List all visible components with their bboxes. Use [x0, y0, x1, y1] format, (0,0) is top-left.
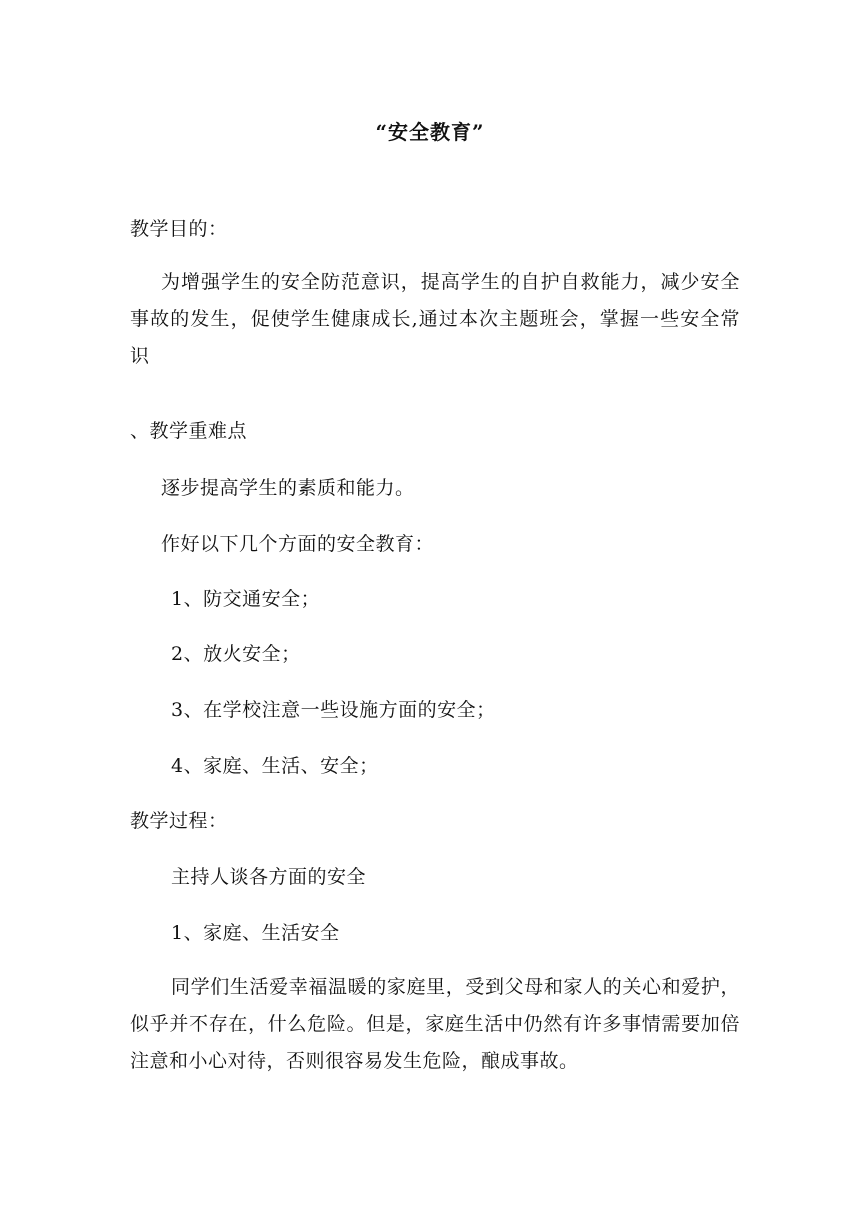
section-1-paragraph: 同学们生活爱幸福温暖的家庭里，受到父母和家人的关心和爱护，似乎并不存在，什么危险。但是，家庭生活中仍然有许多事情需要加倍注意和小心对待，否则很容易发生危险，酿成事故。	[130, 976, 740, 1072]
list-item: 3、在学校注意一些设施方面的安全；	[171, 699, 496, 721]
list-item: 2、放火安全；	[171, 643, 301, 665]
process-heading: 教学过程：	[130, 810, 228, 832]
host-line: 主持人谈各方面的安全	[171, 866, 367, 888]
section-1-heading: 1、家庭、生活安全	[171, 922, 340, 944]
goal-heading: 教学目的：	[130, 218, 228, 240]
goal-paragraph: 为增强学生的安全防范意识，提高学生的自护自救能力，减少安全事故的发生，促使学生健康成长,通过本次主题班会，掌握一些安全常识	[130, 271, 740, 367]
key-points-line-1: 逐步提高学生的素质和能力。	[161, 477, 415, 499]
key-points-line-2: 作好以下几个方面的安全教育：	[161, 533, 435, 555]
key-points-heading: 、教学重难点	[130, 420, 248, 442]
list-item: 1、防交通安全；	[171, 588, 321, 610]
document-title: “安全教育”	[375, 120, 485, 144]
list-item: 4、家庭、生活、安全；	[171, 755, 379, 777]
